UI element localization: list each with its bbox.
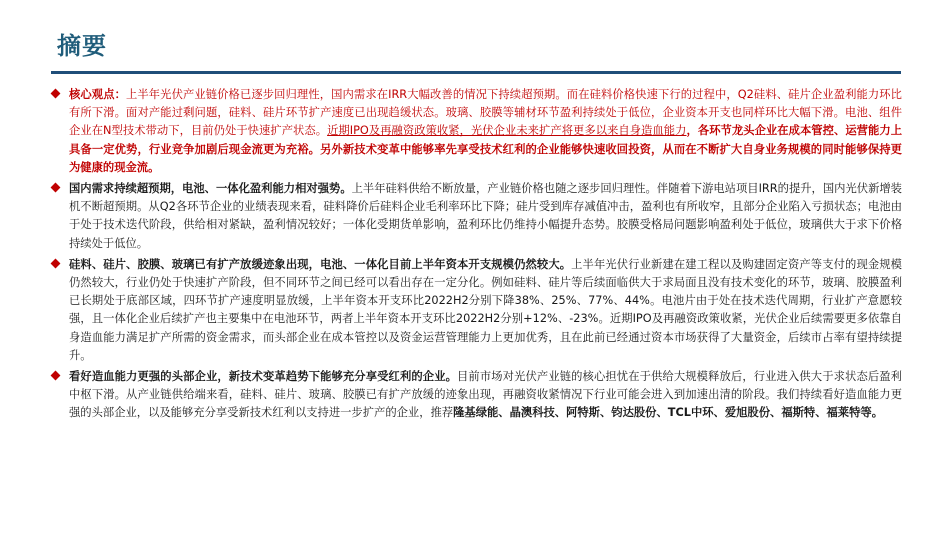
bullet-text (69, 180, 902, 253)
summary-list (50, 86, 902, 426)
bullet-core-view (50, 86, 902, 177)
bullet-diamond-icon (51, 89, 61, 99)
bullet-lead: 国内需求持续超预期，电池、一体化盈利能力相对强势。 (69, 182, 352, 196)
bullet-text (69, 86, 902, 177)
recommended-stocks: 隆基绿能、晶澳科技、阿特斯、钧达股份、TCL中环、爱旭股份、福斯特、福莱特等。 (453, 406, 883, 420)
bullet-diamond-icon (51, 371, 61, 381)
bullet-body: 上半年硅料供给不断放量，产业链价格也随之逐步回归理性。伴随着下游电站项目IRR的提升，国内光伏新增装机不断超预期。从Q2各环节企业的业绩表现来看，硅料降价后硅料企业毛利率环比下降；硅片受到库存减值冲击，盈利也有所收窄，且部分企业陷入亏损状态；电池由于处于技术迭代阶段，供给相对紧缺，盈利情况较好；一体化受期货单影响，盈利环比仍维持小幅提升态势。胶膜受格局问题影响盈利处于低位，玻璃供大于求下价格持续处于低位。 (69, 182, 902, 250)
bullet-bold: ，各环节龙头企业在成本管控、运营能力上具备一定优势， (69, 124, 902, 156)
title-divider (51, 71, 901, 74)
bullet-lead: 硅料、硅片、胶膜、玻璃已有扩产放缓迹象出现，电池、一体化目前上半年资本开支规模仍然较大。 (69, 257, 572, 271)
page-title: 摘要 (57, 32, 107, 60)
bullet-lead: 核心观点： (69, 88, 126, 101)
bullet-diamond-icon (51, 258, 61, 268)
bullet-recommendation (50, 368, 902, 423)
bullet-text (69, 368, 902, 423)
bullet-capex (50, 256, 902, 365)
bullet-body: 上半年光伏行业新建在建工程以及购建固定资产等支付的现金规模仍然较大，行业仍处于快速扩产阶段，但不同环节之间已经可以看出存在一定分化。例如硅料、硅片等后续面临供大于求局面且没有技术变化的环节，玻璃、胶膜盈利已长期处于底部区域，四环节扩产速度明显放缓，上半年资本开支环比2022H2分别下降38%、25%、77%、44%。电池片由于处在技术迭代周期，行业扩产意愿较强，且一体化企业后续扩产也主要集中在电池环节，两者上半年资本开支环比2022H2分别+12%、-23%。近期IPO及再融资政策收紧，光伏企业后续需要更多依靠自身造血能力满足扩产所需的资金需求，而头部企业在成本管控以及资金运营管理能力上更加优秀，且在此前已经通过资本市场获得了大量资金，后续市占率有望持续提升。 (69, 257, 902, 362)
bullet-diamond-icon (51, 183, 61, 193)
bullet-bold: 行业竞争加剧后现金流更为充裕。另外新技术变革中能够率先享受技术红利的企业能够快速收回投资，从而在不断扩大自身业务规模的同时能够保持更为健康的现金流。 (69, 142, 902, 174)
bullet-text (69, 256, 902, 365)
bullet-lead: 看好造血能力更强的头部企业，新技术变革趋势下能够充分享受红利的企业。 (69, 370, 458, 384)
bullet-body: 上半年光伏产业链价格已逐步回归理性，国内需求在IRR大幅改善的情况下持续超预期。而在硅料价格快速下行的过程中，Q2硅料、硅片企业盈利能力环比有所下滑。面对产能过剩问题，硅料、硅片环节扩产速度已出现趋缓状态。玻璃、胶膜等辅材环节盈利持续处于低位，企业资本开支也同样环比大幅下滑。电池、组件企业在N型技术带动下，目前仍处于快速扩产状态。 (69, 88, 902, 138)
bullet-body: 目前市场对光伏产业链的核心担忧在于供给大规模释放后，行业进入供大于求状态后盈利中枢下滑。从产业链供给端来看，硅料、硅片、玻璃、胶膜已有扩产放缓的迹象出现，再融资收紧情况下行业可能会进入到加速出清的阶段。我们持续看好造血能力更强的头部企业，以及能够充分享受新技术红利以支持进一步扩产的企业，推荐 (69, 370, 902, 420)
bullet-underlined: 近期IPO及再融资政策收紧，光伏企业未来扩产将更多以来自身造血能力 (327, 124, 687, 138)
bullet-domestic-demand (50, 180, 902, 253)
